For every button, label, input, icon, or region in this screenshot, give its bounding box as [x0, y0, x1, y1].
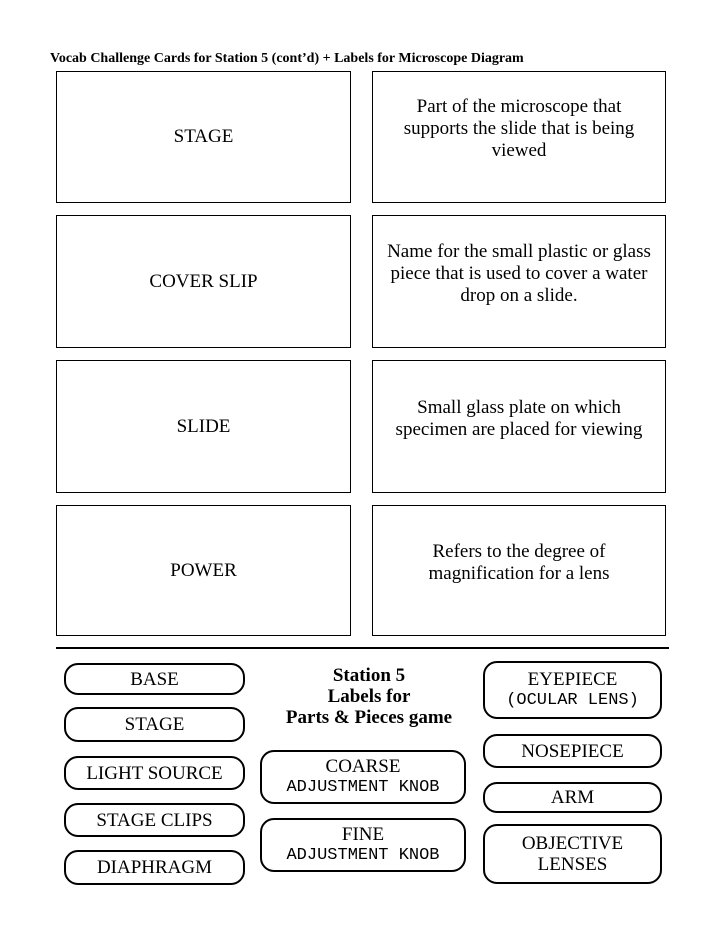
term-text: COVER SLIP	[149, 270, 258, 292]
page-title: Vocab Challenge Cards for Station 5 (cont’d) + Labels for Microscope Diagram	[50, 51, 524, 66]
label-pill	[260, 750, 466, 804]
label-pill	[483, 661, 662, 719]
term-text: POWER	[170, 559, 237, 581]
label-pill	[483, 734, 662, 768]
label-pill	[64, 663, 245, 695]
definition-card	[372, 215, 666, 348]
definition-text: Name for the small plastic or glass piece that is used to cover a water drop on a slide.	[387, 240, 651, 306]
definition-card	[372, 71, 666, 203]
station-line: Parts & Pieces game	[285, 707, 453, 728]
station-line: Labels for	[327, 686, 411, 707]
definition-text: Small glass plate on which specimen are placed for viewing	[395, 396, 643, 440]
term-card	[56, 215, 351, 348]
definition-card	[372, 360, 666, 493]
label-pill	[483, 782, 662, 813]
label-text: ADJUSTMENT KNOB	[286, 778, 440, 797]
station-heading	[262, 665, 476, 728]
label-text: COARSE	[325, 756, 401, 777]
label-text: ARM	[550, 787, 595, 808]
label-text: FINE	[341, 824, 385, 845]
definition-card	[372, 505, 666, 636]
term-card	[56, 360, 351, 493]
label-text: OBJECTIVE	[521, 833, 624, 854]
label-text: EYEPIECE	[527, 669, 618, 690]
label-text: NOSEPIECE	[521, 740, 624, 762]
label-pill	[64, 707, 245, 742]
label-text: ADJUSTMENT KNOB	[286, 846, 440, 865]
label-text: LENSES	[537, 854, 608, 875]
term-card	[56, 71, 351, 203]
label-text: STAGE CLIPS	[96, 809, 213, 831]
section-divider	[56, 647, 669, 649]
label-pill	[260, 818, 466, 872]
definition-text: Refers to the degree of magnification for a lens	[428, 540, 610, 584]
label-text: STAGE	[124, 714, 185, 735]
station-line: Station 5	[332, 665, 406, 686]
term-card	[56, 505, 351, 636]
definition-text: Part of the microscope that supports the slide that is being viewed	[403, 96, 635, 161]
label-text: DIAPHRAGM	[96, 857, 213, 878]
label-pill	[64, 850, 245, 885]
term-text: STAGE	[173, 126, 234, 147]
label-pill	[64, 803, 245, 837]
term-text: SLIDE	[176, 415, 231, 437]
label-pill	[483, 824, 662, 884]
label-text: LIGHT SOURCE	[86, 762, 223, 784]
label-pill	[64, 756, 245, 790]
label-text: BASE	[130, 668, 179, 690]
label-text: (OCULAR LENS)	[506, 691, 639, 710]
